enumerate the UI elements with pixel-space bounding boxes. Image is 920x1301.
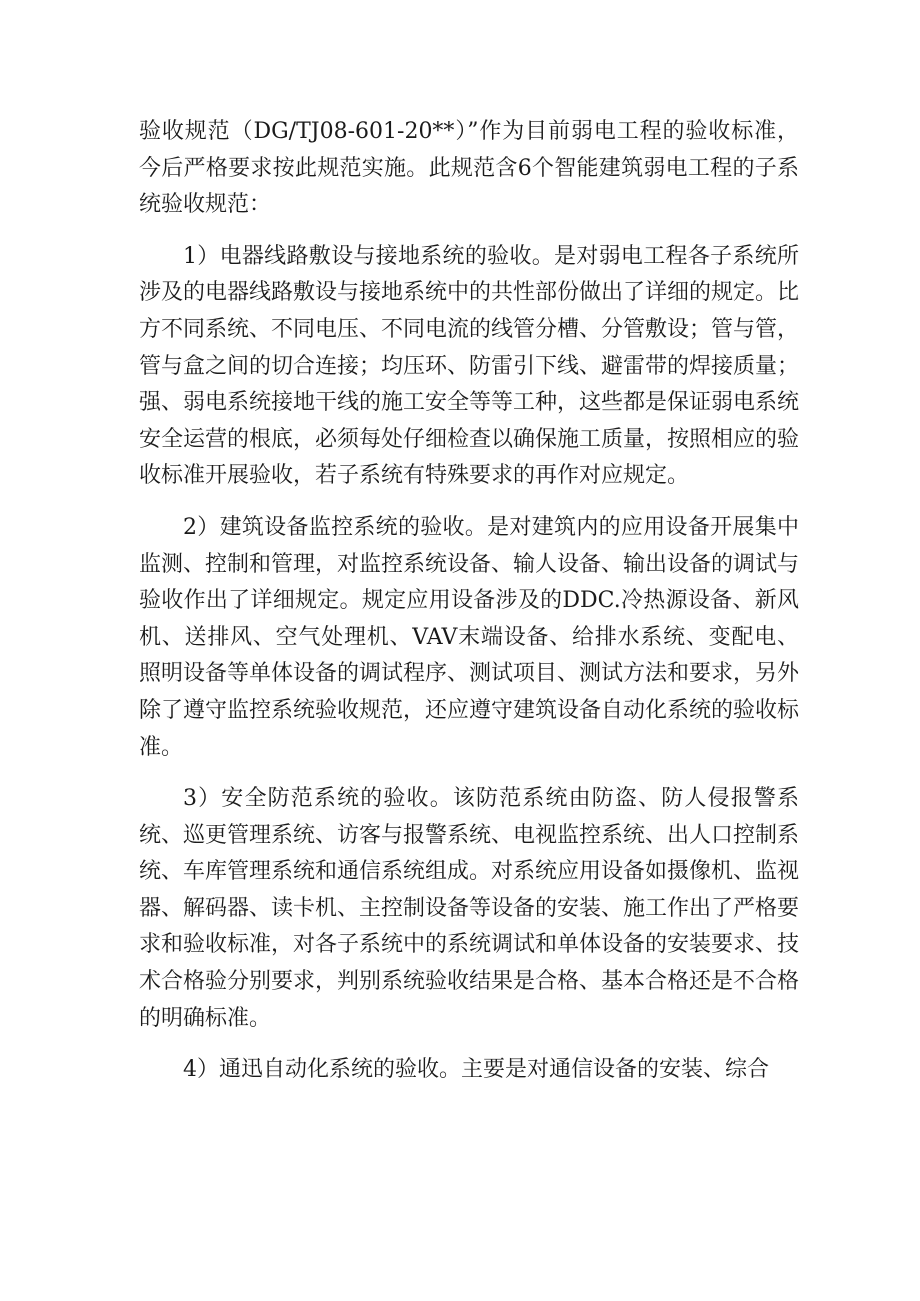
- paragraph-item-3: 3）安全防范系统的验收。该防范系统由防盗、防人侵报警系统、巡更管理系统、访客与报警系统、电视监控系统、出人口控制系统、车库管理系统和通信系统组成。对系统应用设备如摄像机、监视器、解码器、读卡机、主控制设备等设备的安装、施工作出了严格要求和验收标准，对各子系统中的系统调试和单体设备的安装要求、技术合格验分别要求，判别系统验收结果是合格、基本合格还是不合格的明确标准。: [139, 786, 800, 1031]
- paragraph-intro: 验收规范（DG/TJ08-601-20**）”作为目前弱电工程的验收标准，今后严格要求按此规范实施。此规范含6个智能建筑弱电工程的子系统验收规范：: [139, 119, 799, 218]
- paragraph-item-4: 4）通迅自动化系统的验收。主要是对通信设备的安装、综合: [183, 1057, 769, 1083]
- document-body: [139, 114, 799, 1104]
- paragraph-item-1: 1）电器线路敷设与接地系统的验收。是对弱电工程各子系统所涉及的电器线路敷设与接地系统中的共性部份做出了详细的规定。比方不同系统、不同电压、不同电流的线管分槽、分管敷设；管与管，管与盒之间的切合连接；均压环、防雷引下线、避雷带的焊接质量；强、弱电系统接地干线的施工安全等等工种，这些都是保证弱电系统安全运营的根底，必须每处仔细检查以确保施工质量，按照相应的验收标准开展验收，若子系统有特殊要求的再作对应规定。: [139, 243, 800, 489]
- paragraph-item-2: 2）建筑设备监控系统的验收。是对建筑内的应用设备开展集中监测、控制和管理，对监控系统设备、输人设备、输出设备的调试与验收作出了详细规定。规定应用设备涉及的DDC.冷热源设备、新风机、送排风、空气处理机、VAV末端设备、给排水系统、变配电、照明设备等单体设备的调试程序、测试项目、测试方法和要求，另外除了遵守监控系统验收规范，还应遵守建筑设备自动化系统的验收标准。: [139, 514, 800, 760]
